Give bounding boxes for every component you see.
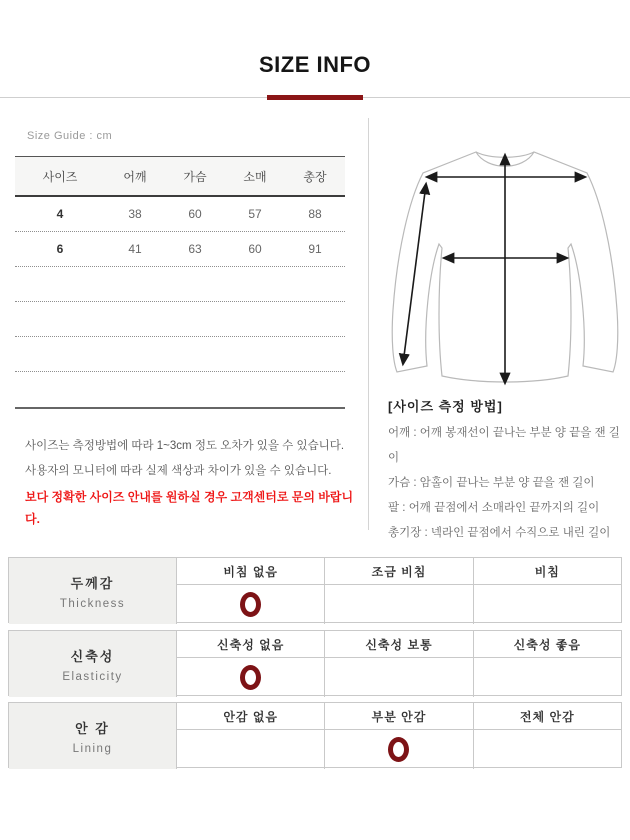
spec-option-header: 신축성 보통	[324, 631, 472, 658]
sleeve-value: 60	[248, 242, 262, 256]
title-underline-accent	[267, 95, 363, 100]
spec-option-value	[473, 730, 621, 769]
column-header-sleeve: 소매	[243, 169, 267, 184]
selected-mark-icon	[240, 592, 261, 617]
spec-option-value	[176, 730, 324, 769]
spec-option-value	[473, 585, 621, 624]
size-value: 4	[56, 207, 64, 221]
spec-option-value	[176, 658, 324, 697]
spec-label-ko: 신축성	[70, 648, 115, 664]
spec-option-value	[324, 585, 472, 624]
spec-table-elasticity	[8, 630, 622, 696]
column-header-length: 총장	[303, 169, 327, 184]
spec-option-header: 조금 비침	[324, 558, 472, 585]
spec-option-header: 전체 안감	[473, 703, 621, 730]
spec-label	[9, 558, 176, 624]
spec-label	[9, 703, 176, 769]
spec-option-header: 부분 안감	[324, 703, 472, 730]
selected-mark-icon	[240, 665, 261, 690]
measure-guide-title: [사이즈 측정 방법]	[388, 399, 503, 414]
sleeve-arrow	[403, 184, 426, 364]
size-table-header-row	[15, 157, 345, 197]
measure-guide-lines	[388, 421, 628, 546]
size-note-line: 사용자의 모니터에 따라 실제 색상과 차이가 있을 수 있습니다.	[25, 465, 332, 477]
chest-value: 63	[188, 242, 202, 256]
spec-option-value	[324, 658, 472, 697]
spec-label-en: Elasticity	[62, 670, 123, 683]
spec-label	[9, 631, 176, 697]
size-notice-red: 보다 정확한 사이즈 안내를 원하실 경우 고객센터로 문의 바랍니다.	[25, 490, 354, 526]
chest-value: 60	[188, 207, 202, 221]
measure-guide-line: 총기장 : 넥라인 끝점에서 수직으로 내린 길이	[388, 527, 611, 539]
spec-table-thickness	[8, 557, 622, 623]
spec-label-en: Lining	[72, 742, 113, 755]
selected-mark-icon	[388, 737, 409, 762]
empty-table-row	[15, 302, 345, 337]
measurement-arrows	[403, 155, 585, 383]
table-row	[15, 197, 345, 232]
spec-label-en: Thickness	[59, 597, 126, 610]
size-notes	[25, 434, 355, 484]
sleeve-value: 57	[248, 207, 262, 221]
spec-option-value	[473, 658, 621, 697]
empty-table-row	[15, 372, 345, 407]
spec-option-header: 비침 없음	[176, 558, 324, 585]
column-header-chest: 가슴	[183, 169, 207, 184]
garment-measurement-diagram	[386, 140, 620, 390]
length-value: 88	[308, 207, 322, 221]
size-note-line: 사이즈는 측정방법에 따라 1~3cm 정도 오차가 있을 수 있습니다.	[25, 440, 345, 452]
size-value: 6	[56, 242, 64, 256]
size-table	[15, 156, 345, 409]
size-guide-unit-label: Size Guide : cm	[27, 130, 113, 142]
measure-guide-line: 어깨 : 어깨 봉재선이 끝나는 부분 양 끝을 잰 길이	[388, 427, 620, 464]
spec-option-header: 비침	[473, 558, 621, 585]
empty-table-row	[15, 267, 345, 302]
measure-guide-line: 팔 : 어깨 끝점에서 소매라인 끝까지의 길이	[388, 502, 600, 514]
spec-option-value	[324, 730, 472, 769]
spec-label-ko: 두께감	[70, 575, 115, 591]
empty-table-row	[15, 337, 345, 372]
measure-guide-line: 가슴 : 암홀이 끝나는 부분 양 끝을 잰 길이	[388, 477, 595, 489]
page-title: SIZE INFO	[258, 52, 372, 77]
column-divider	[368, 118, 369, 530]
shoulder-value: 38	[128, 207, 142, 221]
spec-label-ko: 안 감	[75, 720, 110, 736]
column-header-size: 사이즈	[42, 169, 78, 184]
table-row	[15, 232, 345, 267]
spec-option-header: 신축성 좋음	[473, 631, 621, 658]
shoulder-value: 41	[128, 242, 142, 256]
spec-option-header: 안감 없음	[176, 703, 324, 730]
spec-table-lining	[8, 702, 622, 768]
spec-option-header: 신축성 없음	[176, 631, 324, 658]
spec-option-value	[176, 585, 324, 624]
length-value: 91	[308, 242, 322, 256]
column-header-shoulder: 어깨	[123, 169, 147, 184]
